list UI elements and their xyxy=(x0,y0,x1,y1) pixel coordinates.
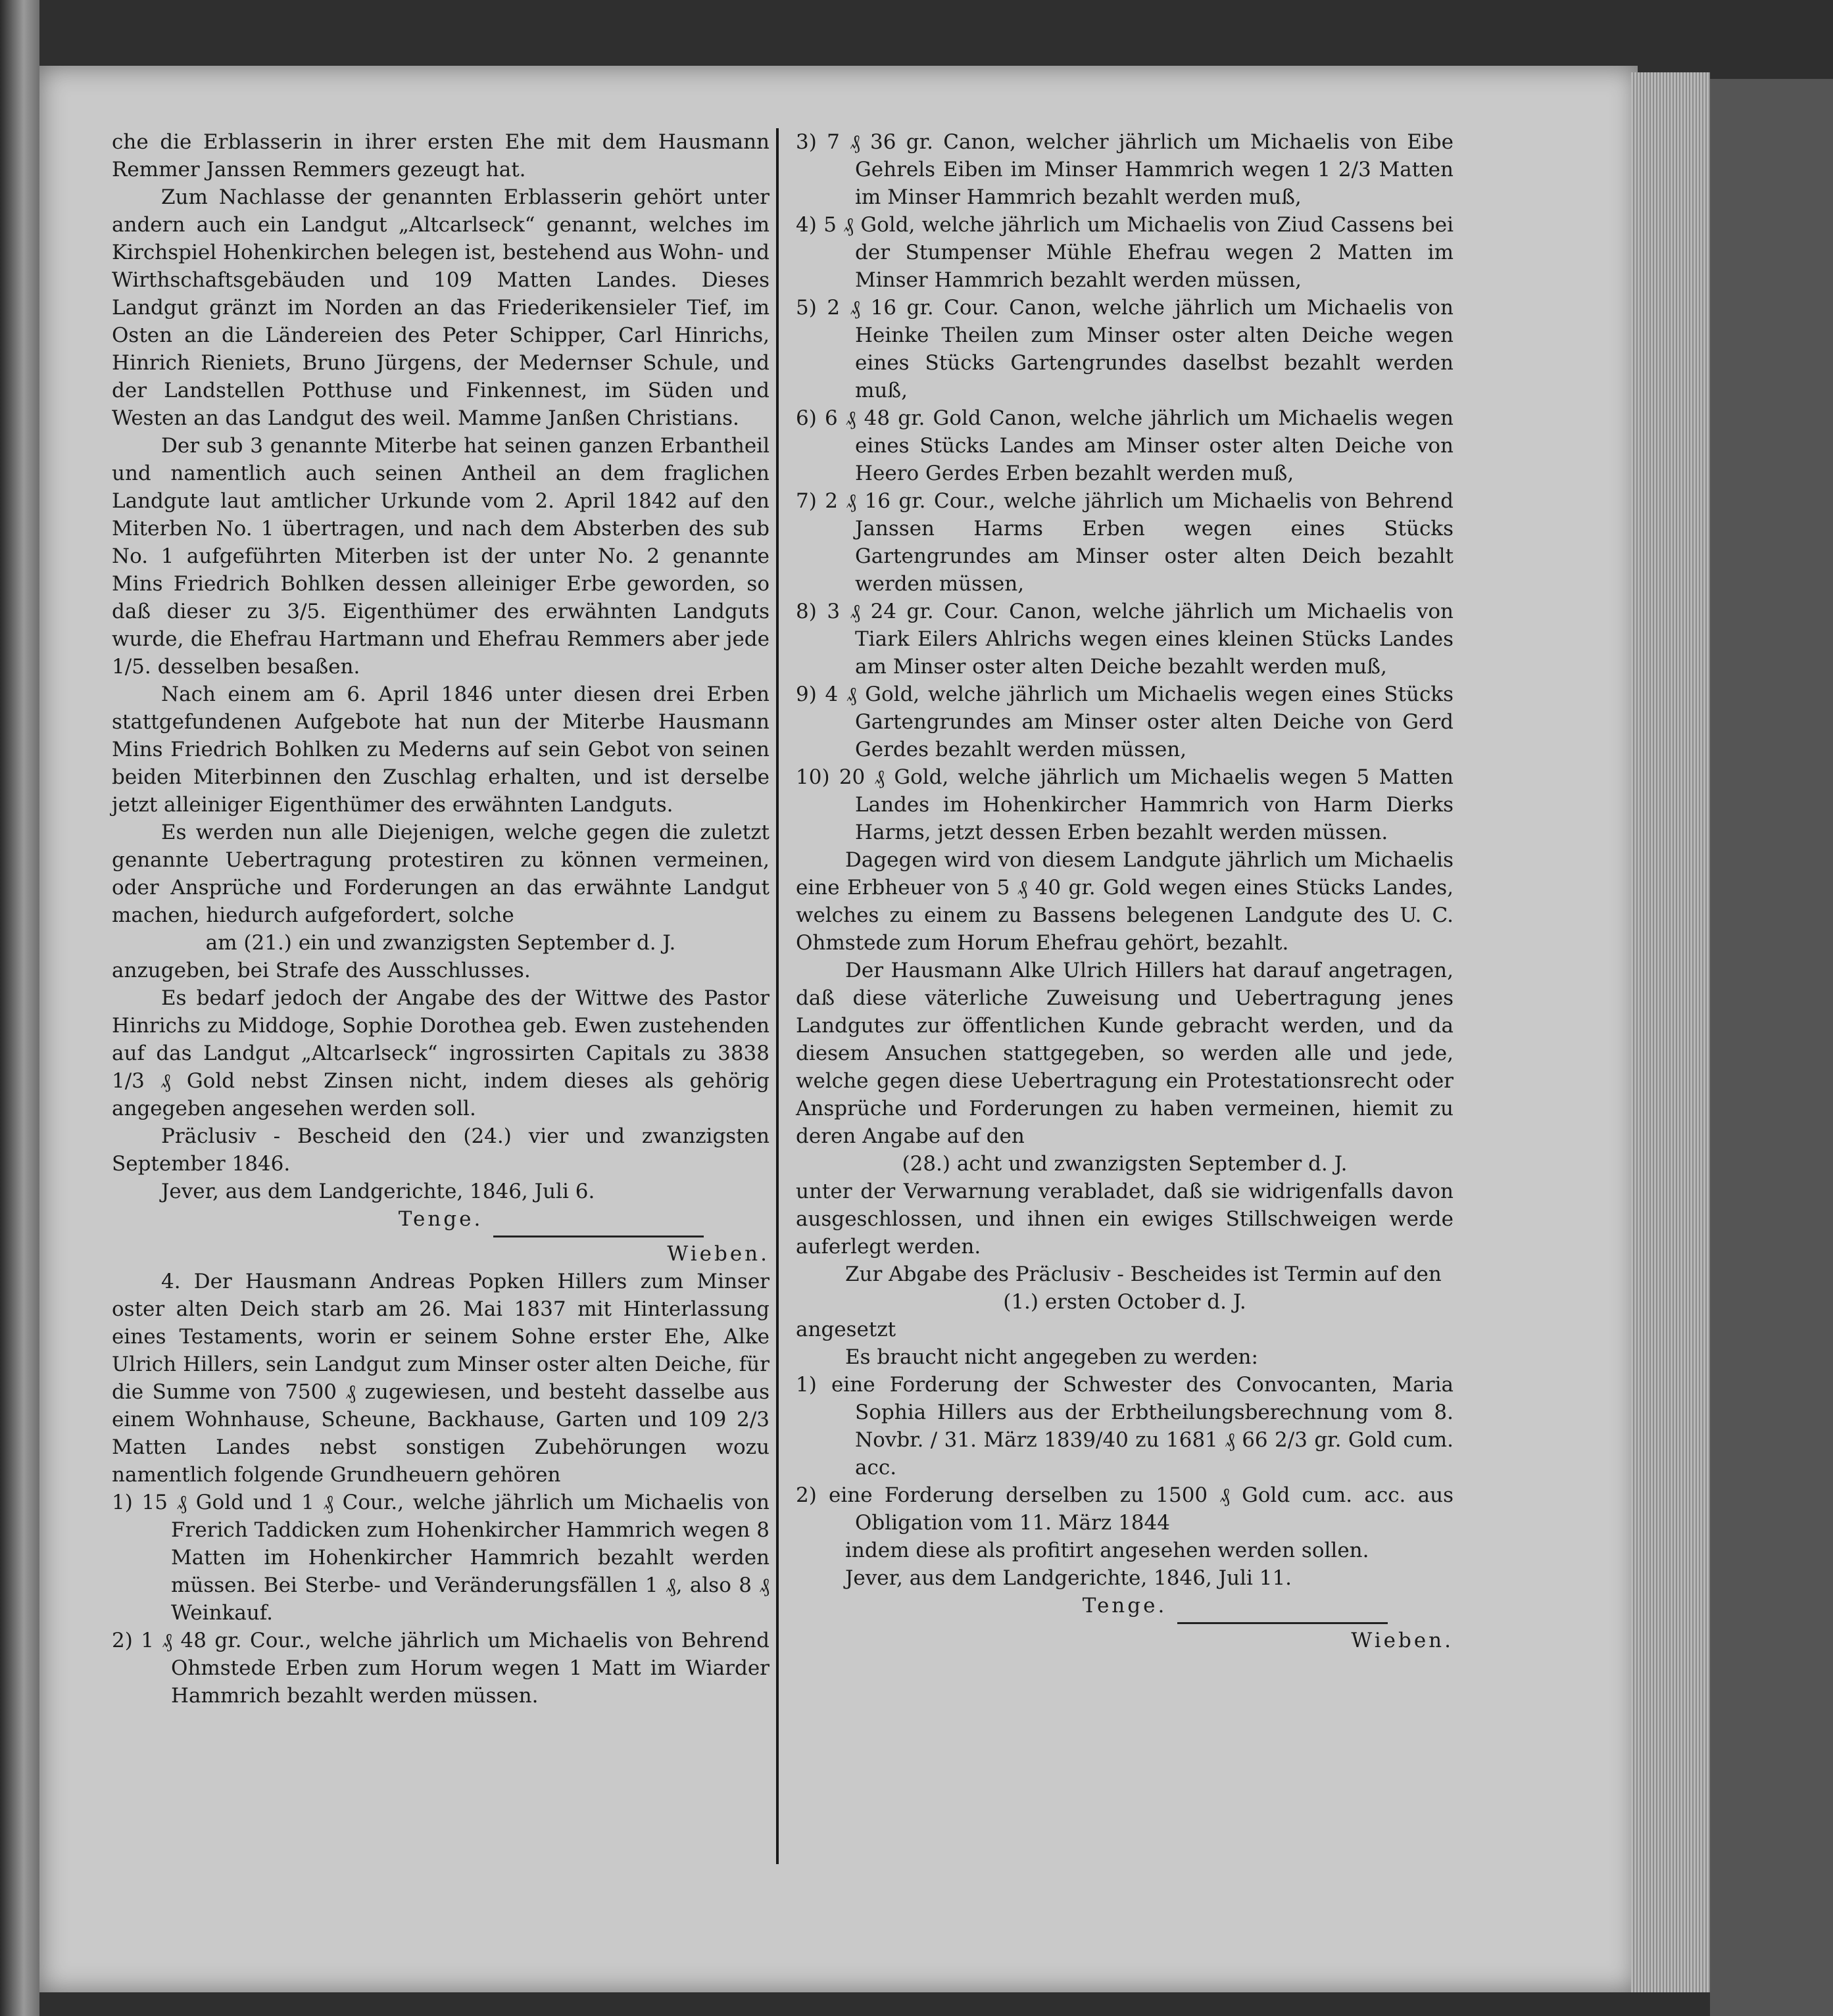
paragraph: Zum Nachlasse der genannten Erblasserin gehört unter andern auch ein Landgut „Altcarlseck“ genannt, welches im Kirchspiel Hohenkirchen belegen ist, bestehend aus Wohn- und Wirthschaftsgebäuden und 109 Matten Landes. Dieses Landgut gränzt im Norden an das Friederikensieler Tief, im Osten an die Ländereien des Peter Schipper, Carl Hinrichs, Hinrich Rieniets, Bruno Jürgens, der Medernser Schule, und der Landstellen Potthuse und Finkennest, im Süden und Westen an das Landgut des weil. Mamme Janßen Christians. xyxy=(112,185,770,430)
paragraph: Dagegen wird von diesem Landgute jährlich um Michaelis eine Erbheuer von 5 ₰ 40 gr. Gold wegen eines Stücks Landes, welches zu einem zu Bassens belegenen Landgute des U. C. Ohmstede zum Horum Ehefrau gehört, bezahlt. xyxy=(796,848,1454,955)
paragraph: Präclusiv - Bescheid den (24.) vier und zwanzigsten September 1846. xyxy=(112,1124,770,1176)
list-item: 1) 15 ₰ Gold und 1 ₰ Cour., welche jährlich um Michaelis von Frerich Taddicken zum Hohenkircher Hammrich wegen 8 Matten im Hohenkircher Hammrich bezahlt werden müssen. Bei Sterbe- und Veränderungsfällen 1 ₰, also 8 ₰ Weinkauf. xyxy=(112,1491,770,1625)
right-column xyxy=(796,128,1454,1654)
list-item: 8) 3 ₰ 24 gr. Cour. Canon, welche jährlich um Michaelis von Tiark Eilers Ahlrichs wegen eines kleinen Stücks Landes am Minser oster alten Deiche bezahlt werden muß, xyxy=(796,600,1454,679)
facing-page-edge xyxy=(0,0,39,2016)
list-item: 6) 6 ₰ 48 gr. Gold Canon, welche jährlich um Michaelis wegen eines Stücks Landes am Minser oster alten Deiche von Heero Gerdes Erben bezahlt werden muß, xyxy=(796,406,1454,485)
place-date: Jever, aus dem Landgerichte, 1846, Juli 11. xyxy=(845,1566,1292,1590)
paragraph: Der Hausmann Alke Ulrich Hillers hat darauf angetragen, daß diese väterliche Zuweisung und Uebertragung jenes Landgutes zur öffentlichen Kunde gebracht werden, und da diesem Ansuchen stattgegeben, so werden alle und jede, welche gegen diese Uebertragung ein Protestationsrecht oder Ansprüche und Forderungen zu haben vermeinen, hiemit zu deren Angabe auf den xyxy=(796,959,1454,1148)
deadline-date: (28.) acht und zwanzigsten September d. J. xyxy=(902,1152,1348,1176)
book-cover xyxy=(1710,79,1833,2016)
deadline-date: am (21.) ein und zwanzigsten September d. J. xyxy=(205,931,676,955)
paragraph: unter der Verwarnung verabladet, daß sie widrigenfalls davon ausgeschlossen, und ihnen ein ewiges Stillschweigen werde auferlegt werden. xyxy=(796,1180,1454,1259)
list-item: 2) 1 ₰ 48 gr. Cour., welche jährlich um Michaelis von Behrend Ohmstede Erben zum Horum wegen 1 Matt im Wiarder Hammrich bezahlt werden müssen. xyxy=(112,1629,770,1708)
list-item: 10) 20 ₰ Gold, welche jährlich um Michaelis wegen 5 Matten Landes im Hohenkircher Hammrich von Harm Dierks Harms, jetzt dessen Erben bezahlt werden müssen. xyxy=(796,765,1454,844)
list-item: 7) 2 ₰ 16 gr. Cour., welche jährlich um Michaelis von Behrend Janssen Harms Erben wegen eines Stücks Gartengrundes am Minser oster alten Deich bezahlt werden müssen, xyxy=(796,489,1454,596)
left-column xyxy=(112,128,770,1710)
list-item: 9) 4 ₰ Gold, welche jährlich um Michaelis wegen eines Stücks Gartengrundes am Minser oster alten Deiche von Gerd Gerdes bezahlt werden müssen, xyxy=(796,683,1454,761)
signature-wieben: Wieben. xyxy=(1351,1629,1454,1652)
term-date: (1.) ersten October d. J. xyxy=(1003,1290,1246,1314)
paragraph: angesetzt xyxy=(796,1318,896,1341)
paragraph: che die Erblasserin in ihrer ersten Ehe mit dem Hausmann Remmer Janssen Remmers gezeugt hat. xyxy=(112,130,770,181)
signature-rule xyxy=(1177,1622,1388,1624)
paragraph: Es braucht nicht angegeben zu werden: xyxy=(845,1345,1258,1369)
signature-wieben: Wieben. xyxy=(667,1242,770,1266)
paragraph: Es werden nun alle Diejenigen, welche gegen die zuletzt genannte Uebertragung protestiren zu können vermeinen, oder Ansprüche und Forderungen an das erwähnte Landgut machen, hiedurch aufgefordert, solche xyxy=(112,821,770,927)
list-item: 3) 7 ₰ 36 gr. Canon, welcher jährlich um Michaelis von Eibe Gehrels Eiben im Minser Hammrich wegen 1 2/3 Matten im Minser Hammrich bezahlt werden muß, xyxy=(796,130,1454,209)
list-item: 5) 2 ₰ 16 gr. Cour. Canon, welche jährlich um Michaelis von Heinke Theilen zum Minser oster alten Deiche wegen eines Stücks Gartengrundes daselbst bezahlt werden muß, xyxy=(796,296,1454,402)
list-item: 4) 5 ₰ Gold, welche jährlich um Michaelis von Ziud Cassens bei der Stumpenser Mühle Ehefrau wegen 2 Matten im Minser Hammrich bezahlt werden müssen, xyxy=(796,213,1454,292)
place-date: Jever, aus dem Landgerichte, 1846, Juli 6. xyxy=(161,1180,595,1203)
signature-tenge: Tenge. xyxy=(1082,1594,1167,1618)
paragraph: anzugeben, bei Strafe des Ausschlusses. xyxy=(112,959,531,982)
paragraph: indem diese als profitirt angesehen werden sollen. xyxy=(845,1539,1369,1562)
signature-tenge: Tenge. xyxy=(398,1207,483,1231)
paragraph: Der sub 3 genannte Miterbe hat seinen ganzen Erbantheil und namentlich auch seinen Antheil an dem fraglichen Landgute laut amtlicher Urkunde vom 2. April 1842 auf den Miterben No. 1 übertragen, und nach dem Absterben des sub No. 1 aufgeführten Miterben ist der unter No. 2 genannte Mins Friedrich Bohlken dessen alleiniger Erbe geworden, so daß dieser zu 3/5. Eigenthümer des erwähnten Landguts wurde, die Ehefrau Hartmann und Ehefrau Remmers aber jede 1/5. desselben besaßen. xyxy=(112,434,770,679)
paragraph: Nach einem am 6. April 1846 unter diesen drei Erben stattgefundenen Aufgebote hat nun der Miterbe Hausmann Mins Friedrich Bohlken zu Mederns auf sein Gebot von seinen beiden Miterbinnen den Zuschlag erhalten, und ist derselbe jetzt alleiniger Eigenthümer des erwähnten Landguts. xyxy=(112,683,770,817)
list-item: 1) eine Forderung der Schwester des Convocanten, Maria Sophia Hillers aus der Erbtheilungsberechnung vom 8. Novbr. / 31. März 1839/40 zu 1681 ₰ 66 2/3 gr. Gold cum. acc. xyxy=(796,1373,1454,1479)
paragraph: Es bedarf jedoch der Angabe des der Wittwe des Pastor Hinrichs zu Middoge, Sophie Dorothea geb. Ewen zustehenden auf das Landgut „Altcarlseck“ ingrossirten Capitals zu 3838 1/3 ₰ Gold nebst Zinsen nicht, indem dieses als gehörig angegeben angesehen werden soll. xyxy=(112,986,770,1120)
list-item: 2) eine Forderung derselben zu 1500 ₰ Gold cum. acc. aus Obligation vom 11. März 1844 xyxy=(796,1483,1454,1535)
paragraph: Zur Abgabe des Präclusiv - Bescheides ist Termin auf den xyxy=(845,1262,1442,1286)
signature-rule xyxy=(493,1236,704,1237)
column-divider xyxy=(776,128,779,1864)
paragraph: 4. Der Hausmann Andreas Popken Hillers zum Minser oster alten Deich starb am 26. Mai 1837 mit Hinterlassung eines Testaments, worin er seinem Sohne erster Ehe, Alke Ulrich Hillers, sein Landgut zum Minser oster alten Deiche, für die Summe von 7500 ₰ zugewiesen, und besteht dasselbe aus einem Wohnhause, Scheune, Backhause, Garten und 109 2/3 Matten Landes nebst sonstigen Zubehörungen wozu namentlich folgende Grundheuern gehören xyxy=(112,1270,770,1487)
page-stack-edge xyxy=(1631,72,1710,1992)
